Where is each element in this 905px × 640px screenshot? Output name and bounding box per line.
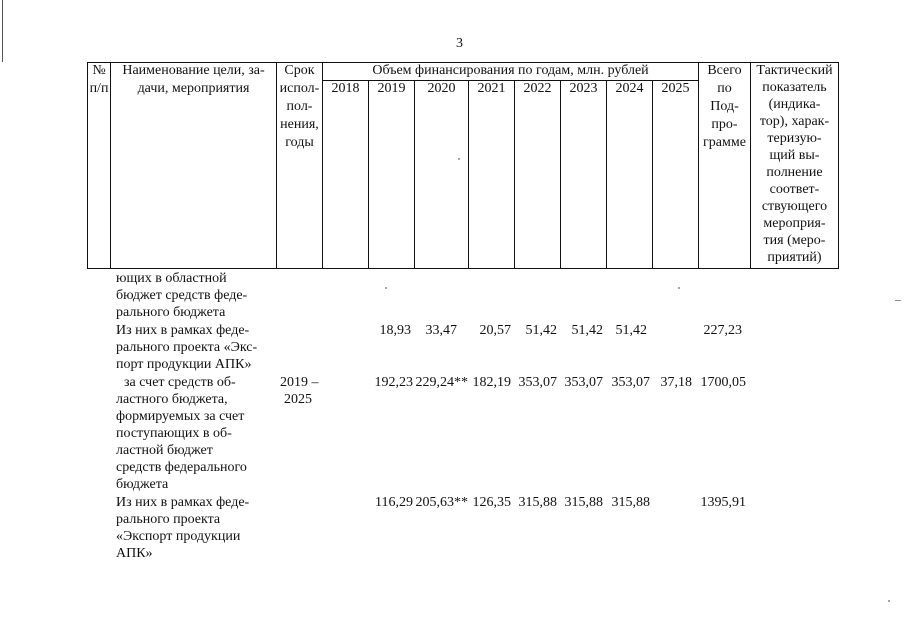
page-number: 3 [456, 36, 463, 51]
header-total: Всего по Под- про- грамме [703, 63, 746, 150]
header-funding: Объем финансирования по годам, млн. рублей [372, 63, 649, 78]
value-2021: 126,35 [472, 495, 511, 510]
col-line [368, 80, 369, 268]
header-year: 2019 [377, 81, 406, 96]
row-description: ющих в областной бюджет средств феде- рального бюджета [116, 271, 248, 320]
value-2021: 20,57 [479, 323, 511, 338]
value-2020: 205,63** [415, 495, 468, 510]
value-total: 1395,91 [700, 495, 746, 510]
value-2023: 315,88 [564, 495, 603, 510]
value-total: 1700,05 [700, 375, 746, 390]
col-line [468, 80, 469, 268]
value-2024: 353,07 [611, 375, 650, 390]
value-2020: 33,47 [425, 323, 457, 338]
header-term: Срок испол- пол- нения, годы [279, 63, 320, 150]
header-year: 2025 [661, 81, 690, 96]
scan-speck [678, 287, 680, 289]
value-2024: 315,88 [611, 495, 650, 510]
col-line [652, 80, 653, 268]
value-2019: 116,29 [375, 495, 413, 510]
col-line [838, 62, 839, 268]
col-line [514, 80, 515, 268]
header-year: 2022 [523, 81, 552, 96]
header-year: 2024 [615, 81, 644, 96]
header-year: 2020 [427, 81, 456, 96]
value-2022: 51,42 [525, 323, 557, 338]
scan-edge-line [2, 0, 3, 62]
col-line [606, 80, 607, 268]
header-name: Наименование цели, за- дачи, мероприятия [122, 63, 265, 96]
header-year: 2021 [477, 81, 506, 96]
row-description: Из них в рамках феде- рального проекта «Экс- порт продукции АПК» [116, 323, 258, 372]
scan-speck [458, 158, 460, 160]
col-line [414, 80, 415, 268]
header-year: 2018 [331, 81, 360, 96]
value-2022: 315,88 [518, 495, 557, 510]
value-2025: 37,18 [660, 375, 692, 390]
col-line [560, 80, 561, 268]
scan-speck [895, 300, 901, 301]
value-2021: 182,19 [472, 375, 511, 390]
row-description: Из них в рамках феде- рального проекта «Экспорт продукции АПК» [116, 495, 250, 561]
value-2023: 353,07 [564, 375, 603, 390]
header-indicator: Тактический показатель (индика- тор), харак- теризую- щий вы- полнение соответ- ствующего мероприя- тия (меро- приятий) [756, 63, 833, 265]
value-2019: 192,23 [374, 375, 413, 390]
scan-speck [888, 600, 890, 602]
header-no: № п/п [89, 63, 109, 96]
row-term: 2019 – 2025 [280, 375, 319, 407]
value-2023: 51,42 [571, 323, 603, 338]
value-total: 227,23 [703, 323, 742, 338]
value-2020: 229,24** [415, 375, 468, 390]
value-2019: 18,93 [379, 323, 411, 338]
value-2024: 51,42 [615, 323, 647, 338]
header-bottom-border [87, 268, 839, 269]
header-year: 2023 [569, 81, 598, 96]
value-2022: 353,07 [518, 375, 557, 390]
scan-speck [385, 287, 387, 289]
row-description: за счет средств об- ластного бюджета, формируемых за счет поступающих в об- ластной бюджет средств федерального бюджета [116, 375, 247, 492]
